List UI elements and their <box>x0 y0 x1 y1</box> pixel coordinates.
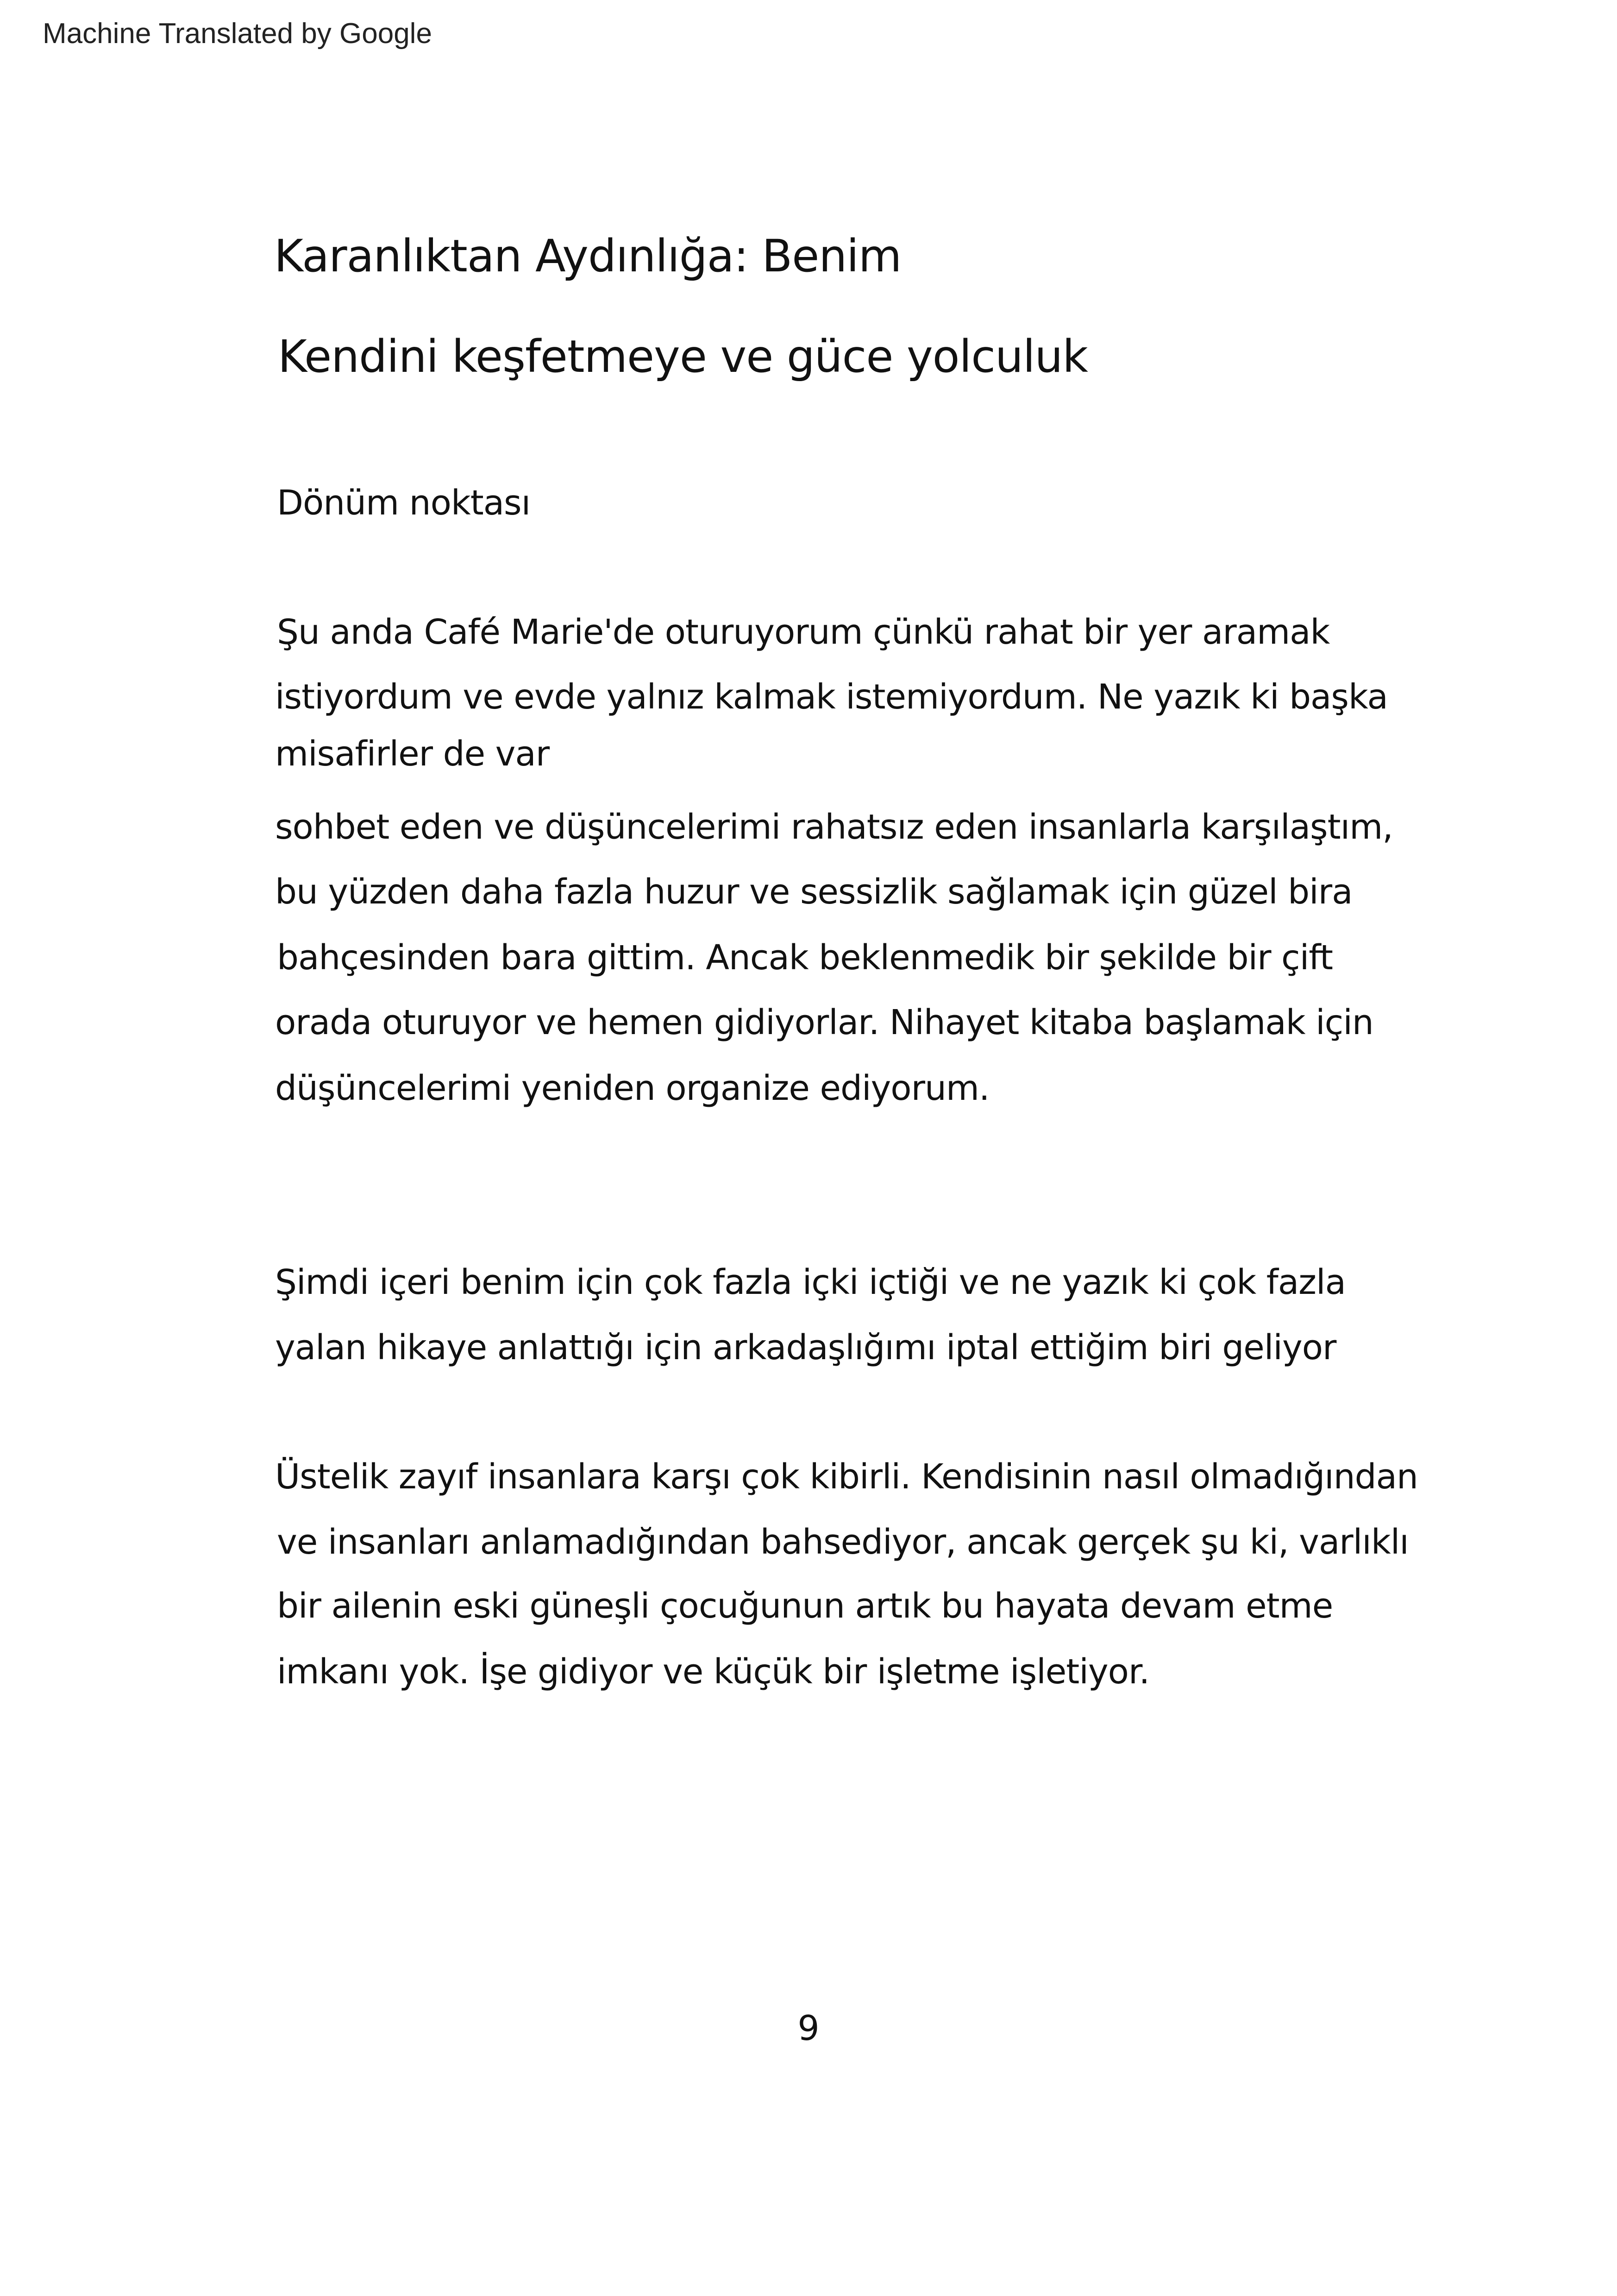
machine-translation-banner: Machine Translated by Google <box>43 18 432 50</box>
paragraph-1-line-7: orada oturuyor ve hemen gidiyorlar. Nihayet kitaba başlamak için <box>275 1003 1373 1042</box>
paragraph-3-line-1: Üstelik zayıf insanlara karşı çok kibirli. Kendisinin nasıl olmadığından <box>275 1457 1418 1497</box>
paragraph-1-line-2: istiyordum ve evde yalnız kalmak istemiyordum. Ne yazık ki başka <box>275 677 1388 717</box>
paragraph-3-line-3: bir ailenin eski güneşli çocuğunun artık bu hayata devam etme <box>277 1586 1333 1626</box>
paragraph-1-line-3: misafirler de var <box>275 734 550 774</box>
paragraph-1-line-1: Şu anda Café Marie'de oturuyorum çünkü rahat bir yer aramak <box>277 612 1330 652</box>
paragraph-1-line-8: düşüncelerimi yeniden organize ediyorum. <box>275 1068 990 1108</box>
paragraph-1-line-5: bu yüzden daha fazla huzur ve sessizlik sağlamak için güzel bira <box>275 872 1353 912</box>
paragraph-2-line-2: yalan hikaye anlattığı için arkadaşlığımı iptal ettiğim biri geliyor <box>275 1328 1336 1368</box>
paragraph-3-line-4: imkanı yok. İşe gidiyor ve küçük bir işletme işletiyor. <box>277 1652 1150 1692</box>
paragraph-2-line-1: Şimdi içeri benim için çok fazla içki içtiği ve ne yazık ki çok fazla <box>275 1262 1346 1302</box>
paragraph-3-line-2: ve insanları anlamadığından bahsediyor, ancak gerçek şu ki, varlıklı <box>277 1522 1409 1562</box>
page-number: 9 <box>797 2008 820 2048</box>
title-line-2: Kendini keşfetmeye ve güce yolculuk <box>278 331 1088 383</box>
paragraph-1-line-4: sohbet eden ve düşüncelerimi rahatsız eden insanlarla karşılaştım, <box>275 807 1393 847</box>
title-line-1: Karanlıktan Aydınlığa: Benim <box>274 230 902 282</box>
section-heading: Dönüm noktası <box>277 483 531 523</box>
paragraph-1-line-6: bahçesinden bara gittim. Ancak beklenmedik bir şekilde bir çift <box>277 938 1333 978</box>
